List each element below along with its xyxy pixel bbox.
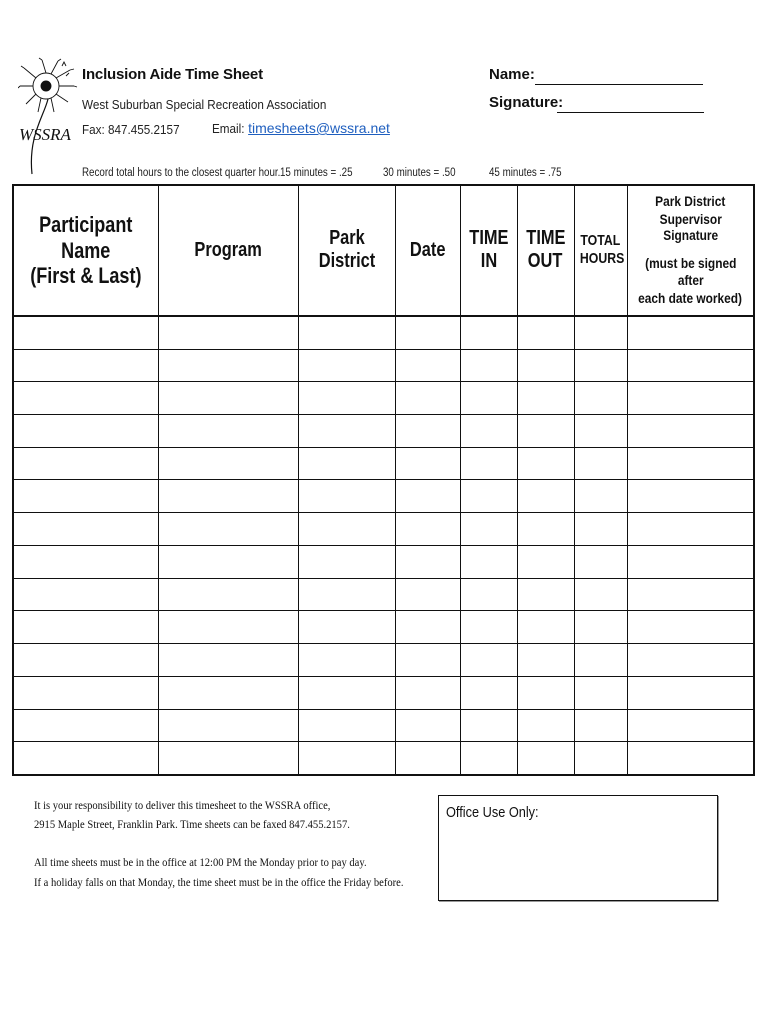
time-out-cell[interactable] [517, 316, 574, 349]
date-cell[interactable] [395, 480, 460, 513]
table-row [13, 316, 754, 349]
col-time-out: TIME OUT [517, 185, 574, 316]
col-time-in: TIME IN [460, 185, 517, 316]
time-in-cell[interactable] [460, 513, 517, 546]
park-district-cell[interactable] [298, 611, 395, 644]
supervisor-signature-cell[interactable] [627, 709, 754, 742]
participant-cell[interactable] [13, 676, 158, 709]
time-in-cell[interactable] [460, 415, 517, 448]
time-out-cell[interactable] [517, 545, 574, 578]
park-district-cell[interactable] [298, 513, 395, 546]
participant-cell[interactable] [13, 382, 158, 415]
time-in-cell[interactable] [460, 349, 517, 382]
form-title: Inclusion Aide Time Sheet [82, 66, 263, 83]
time-in-cell[interactable] [460, 611, 517, 644]
table-row [13, 709, 754, 742]
park-district-cell[interactable] [298, 316, 395, 349]
supervisor-signature-cell[interactable] [627, 316, 754, 349]
program-cell[interactable] [158, 676, 298, 709]
supervisor-signature-cell[interactable] [627, 644, 754, 677]
time-in-cell[interactable] [460, 382, 517, 415]
time-out-cell[interactable] [517, 480, 574, 513]
quarter-45: 45 minutes = .75 [489, 167, 562, 179]
program-cell[interactable] [158, 742, 298, 775]
signature-field[interactable] [557, 112, 704, 113]
date-cell[interactable] [395, 382, 460, 415]
supervisor-signature-cell[interactable] [627, 578, 754, 611]
park-district-cell[interactable] [298, 709, 395, 742]
supervisor-signature-cell[interactable] [627, 513, 754, 546]
park-district-cell[interactable] [298, 644, 395, 677]
date-cell[interactable] [395, 578, 460, 611]
supervisor-signature-cell[interactable] [627, 382, 754, 415]
deadline-note-1: All time sheets must be in the office at 12:00 PM the Monday prior to pay day. [34, 855, 367, 869]
date-cell[interactable] [395, 349, 460, 382]
table-row [13, 480, 754, 513]
organization-name: West Suburban Special Recreation Association [82, 97, 327, 112]
date-cell[interactable] [395, 545, 460, 578]
time-out-cell[interactable] [517, 644, 574, 677]
program-cell[interactable] [158, 316, 298, 349]
time-out-cell[interactable] [517, 742, 574, 775]
table-row [13, 578, 754, 611]
participant-cell[interactable] [13, 545, 158, 578]
park-district-cell[interactable] [298, 415, 395, 448]
time-out-cell[interactable] [517, 611, 574, 644]
signature-label: Signature: [489, 94, 564, 111]
table-row [13, 742, 754, 775]
date-cell[interactable] [395, 611, 460, 644]
time-in-cell[interactable] [460, 447, 517, 480]
park-district-cell[interactable] [298, 480, 395, 513]
date-cell[interactable] [395, 316, 460, 349]
logo-text: WSSRA [19, 125, 71, 144]
total-hours-cell[interactable] [574, 545, 627, 578]
date-cell[interactable] [395, 513, 460, 546]
total-hours-cell[interactable] [574, 349, 627, 382]
time-out-cell[interactable] [517, 349, 574, 382]
timesheet-table [12, 184, 755, 776]
fax-number: Fax: 847.455.2157 [82, 122, 180, 137]
time-in-cell[interactable] [460, 644, 517, 677]
total-hours-cell[interactable] [574, 742, 627, 775]
park-district-cell[interactable] [298, 447, 395, 480]
name-field[interactable] [535, 84, 703, 85]
time-out-cell[interactable] [517, 415, 574, 448]
time-in-cell[interactable] [460, 709, 517, 742]
program-cell[interactable] [158, 513, 298, 546]
park-district-cell[interactable] [298, 578, 395, 611]
total-hours-cell[interactable] [574, 447, 627, 480]
time-out-cell[interactable] [517, 676, 574, 709]
quarter-15: 15 minutes = .25 [280, 167, 353, 179]
time-out-cell[interactable] [517, 513, 574, 546]
supervisor-signature-cell[interactable] [627, 742, 754, 775]
table-row [13, 415, 754, 448]
total-hours-cell[interactable] [574, 709, 627, 742]
park-district-cell[interactable] [298, 545, 395, 578]
col-supervisor-signature: Park District Supervisor Signature (must be signed after each date worked) [627, 185, 754, 316]
program-cell[interactable] [158, 447, 298, 480]
col-total-hours: TOTAL HOURS [574, 185, 627, 316]
park-district-cell[interactable] [298, 676, 395, 709]
table-row [13, 513, 754, 546]
time-in-cell[interactable] [460, 676, 517, 709]
table-row [13, 349, 754, 382]
program-cell[interactable] [158, 578, 298, 611]
col-park-district: Park District [298, 185, 395, 316]
participant-cell[interactable] [13, 709, 158, 742]
participant-cell[interactable] [13, 447, 158, 480]
office-use-label: Office Use Only: [446, 804, 539, 821]
total-hours-cell[interactable] [574, 578, 627, 611]
program-cell[interactable] [158, 480, 298, 513]
date-cell[interactable] [395, 644, 460, 677]
program-cell[interactable] [158, 545, 298, 578]
program-cell[interactable] [158, 415, 298, 448]
park-district-cell[interactable] [298, 742, 395, 775]
program-cell[interactable] [158, 644, 298, 677]
supervisor-signature-cell[interactable] [627, 447, 754, 480]
supervisor-signature-cell[interactable] [627, 415, 754, 448]
supervisor-signature-cell[interactable] [627, 480, 754, 513]
total-hours-cell[interactable] [574, 316, 627, 349]
rounding-instruction: Record total hours to the closest quarter hour. [82, 167, 281, 179]
total-hours-cell[interactable] [574, 644, 627, 677]
total-hours-cell[interactable] [574, 480, 627, 513]
table-row [13, 447, 754, 480]
supervisor-signature-cell[interactable] [627, 676, 754, 709]
date-cell[interactable] [395, 709, 460, 742]
participant-cell[interactable] [13, 316, 158, 349]
delivery-note-2: 2915 Maple Street, Franklin Park. Time sheets can be faxed 847.455.2157. [34, 817, 350, 831]
program-cell[interactable] [158, 349, 298, 382]
participant-cell[interactable] [13, 611, 158, 644]
date-cell[interactable] [395, 415, 460, 448]
email-link[interactable]: timesheets@wssra.net [248, 120, 390, 136]
office-use-box [438, 795, 718, 901]
program-cell[interactable] [158, 611, 298, 644]
table-row [13, 676, 754, 709]
quarter-30: 30 minutes = .50 [383, 167, 456, 179]
table-header-row [13, 185, 754, 316]
supervisor-signature-cell[interactable] [627, 349, 754, 382]
email-label: Email: [212, 121, 245, 136]
time-in-cell[interactable] [460, 316, 517, 349]
col-participant-name: Participant Name (First & Last) [13, 185, 158, 316]
time-out-cell[interactable] [517, 382, 574, 415]
participant-cell[interactable] [13, 742, 158, 775]
park-district-cell[interactable] [298, 382, 395, 415]
time-in-cell[interactable] [460, 480, 517, 513]
time-in-cell[interactable] [460, 742, 517, 775]
total-hours-cell[interactable] [574, 415, 627, 448]
time-out-cell[interactable] [517, 709, 574, 742]
col-program: Program [158, 185, 298, 316]
supervisor-signature-cell[interactable] [627, 545, 754, 578]
participant-cell[interactable] [13, 578, 158, 611]
table-row [13, 382, 754, 415]
total-hours-cell[interactable] [574, 513, 627, 546]
total-hours-cell[interactable] [574, 611, 627, 644]
participant-cell[interactable] [13, 415, 158, 448]
table-row [13, 611, 754, 644]
total-hours-cell[interactable] [574, 676, 627, 709]
table-row [13, 644, 754, 677]
email-line [212, 120, 390, 136]
program-cell[interactable] [158, 709, 298, 742]
deadline-note-2: If a holiday falls on that Monday, the time sheet must be in the office the Friday before. [34, 875, 404, 889]
program-cell[interactable] [158, 382, 298, 415]
col-date: Date [395, 185, 460, 316]
park-district-cell[interactable] [298, 349, 395, 382]
name-label: Name: [489, 66, 535, 83]
time-out-cell[interactable] [517, 447, 574, 480]
time-in-cell[interactable] [460, 545, 517, 578]
date-cell[interactable] [395, 742, 460, 775]
participant-cell[interactable] [13, 513, 158, 546]
date-cell[interactable] [395, 447, 460, 480]
wssra-logo [18, 56, 80, 176]
participant-cell[interactable] [13, 644, 158, 677]
participant-cell[interactable] [13, 349, 158, 382]
delivery-note-1: It is your responsibility to deliver this timesheet to the WSSRA office, [34, 798, 331, 812]
date-cell[interactable] [395, 676, 460, 709]
time-in-cell[interactable] [460, 578, 517, 611]
participant-cell[interactable] [13, 480, 158, 513]
supervisor-signature-cell[interactable] [627, 611, 754, 644]
total-hours-cell[interactable] [574, 382, 627, 415]
table-row [13, 545, 754, 578]
time-out-cell[interactable] [517, 578, 574, 611]
